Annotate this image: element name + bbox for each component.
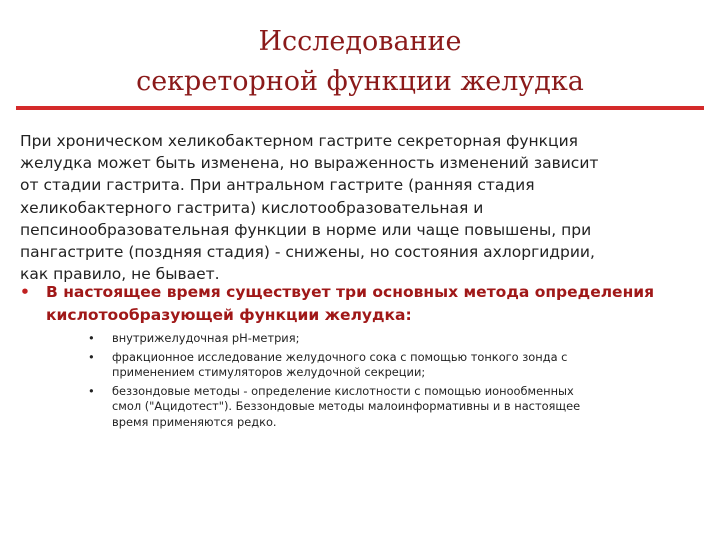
title-line-1: Исследование xyxy=(258,26,462,57)
paragraph-line: пепсинообразовательная функции в норме или чаще повышены, при xyxy=(20,220,592,239)
lead-line: кислотообразующей функции желудка: xyxy=(46,305,412,324)
list-item-line: внутрижелудочная pH-метрия; xyxy=(112,331,300,345)
bullet-icon: • xyxy=(20,283,30,301)
paragraph-line: как правило, не бывает. xyxy=(20,265,220,284)
list-item xyxy=(88,384,698,431)
list-item-line: смол ("Ацидотест"). Беззондовые методы малоинформативны и в настоящее xyxy=(112,399,581,414)
lead-text xyxy=(46,281,654,326)
methods-list xyxy=(88,331,698,434)
paragraph-line: При хроническом хеликобактерном гастрите секреторная функция xyxy=(20,132,578,150)
list-item xyxy=(88,331,698,347)
list-item-line: время применяются редко. xyxy=(112,414,277,429)
title-underline xyxy=(16,106,704,110)
paragraph-line: от стадии гастрита. При антральном гастрите (ранняя стадия xyxy=(20,176,535,195)
bullet-icon: • xyxy=(88,331,95,345)
list-item-line: применением стимуляторов желудочной секреции; xyxy=(112,365,426,380)
slide-title xyxy=(0,22,720,102)
list-item-line: фракционное исследование желудочного сока с помощью тонкого зонда с xyxy=(112,349,568,364)
intro-paragraph xyxy=(20,130,700,285)
paragraph-line: желудка может быть изменена, но выраженность изменений зависит xyxy=(20,154,599,173)
paragraph-line: хеликобактерного гастрита) кислотообразовательная и xyxy=(20,198,484,217)
list-item xyxy=(88,350,698,381)
title-line-2: секреторной функции желудка xyxy=(136,66,584,97)
lead-line: В настоящее время существует три основных метода определения xyxy=(46,283,655,301)
paragraph-line: пангастрите (поздняя стадия) - снижены, но состояния ахлоргидрии, xyxy=(20,243,595,262)
bullet-icon: • xyxy=(88,383,95,398)
list-item-line: беззондовые методы - определение кислотности с помощью ионообменных xyxy=(112,383,574,398)
bullet-icon: • xyxy=(88,349,95,364)
